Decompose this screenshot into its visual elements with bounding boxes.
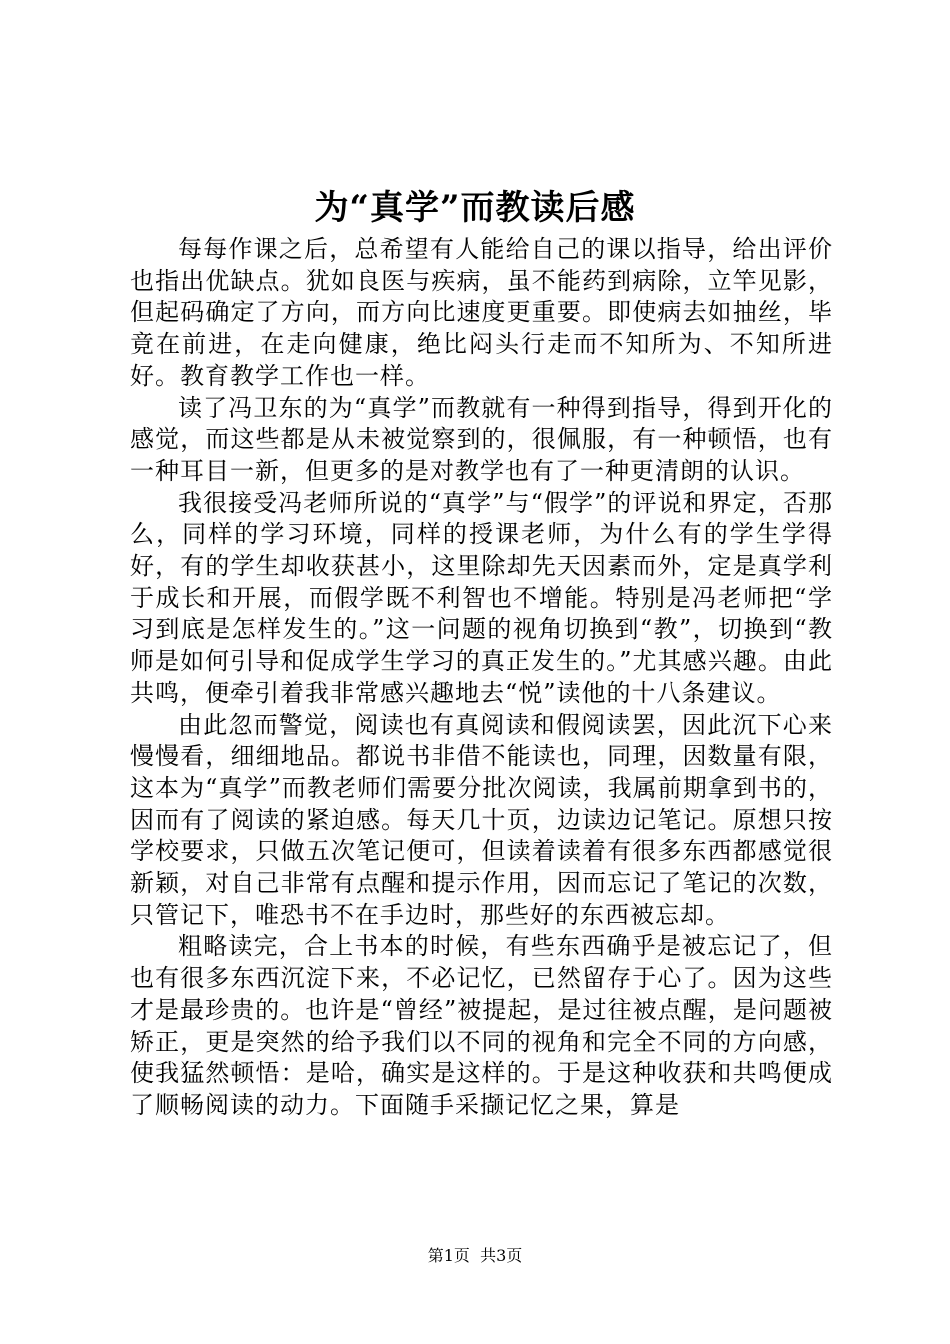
document-body bbox=[130, 234, 833, 1122]
paragraph-1: 每每作课之后，总希望有人能给自己的课以指导，给出评价也指出优缺点。犹如良医与疾病，虽不能药到病除，立竿见影，但起码确定了方向，而方向比速度更重要。即使病去如抽丝，毕竟在前进，在走向健康，绝比闷头行走而不知所为、不知所进好。教育教学工作也一样。 bbox=[130, 235, 833, 390]
paragraph-2: 读了冯卫东的为“真学”而教就有一种得到指导，得到开化的感觉，而这些都是从未被觉察到的，很佩服，有一种顿悟，也有一种耳目一新，但更多的是对教学也有了一种更清朗的认识。 bbox=[130, 393, 833, 485]
paragraph-3: 我很接受冯老师所说的“真学”与“假学”的评说和界定，否那么，同样的学习环境，同样的授课老师，为什么有的学生学得好，有的学生却收获甚小，这里除却先天因素而外，定是真学利于成长和开展，而假学既不利智也不增能。特别是冯老师把“学习到底是怎样发生的。”这一问题的视角切换到“教”，切换到“教师是如何引导和促成学生学习的真正发生的。”尤其感兴趣。由此共鸣，便牵引着我非常感兴趣地去“悦”读他的十八条建议。 bbox=[130, 488, 833, 707]
page-title: 为“真学”而教读后感 bbox=[314, 188, 636, 228]
paragraph-4: 由此忽而警觉，阅读也有真阅读和假阅读罢，因此沉下心来慢慢看，细细地品。都说书非借不能读也，同理，因数量有限，这本为“真学”而教老师们需要分批次阅读，我属前期拿到书的，因而有了阅读的紧迫感。每天几十页，边读边记笔记。原想只按学校要求，只做五次笔记便可，但读着读着有很多东西都感觉很新颖，对自己非常有点醒和提示作用，因而忘记了笔记的次数，只管记下，唯恐书不在手边时，那些好的东西被忘却。 bbox=[130, 710, 833, 929]
page-number-total: 共3页 bbox=[480, 1246, 523, 1265]
paragraph-5: 粗略读完，合上书本的时候，有些东西确乎是被忘记了，但也有很多东西沉淀下来，不必记忆，已然留存于心了。因为这些才是最珍贵的。也许是“曾经”被提起，是过往被点醒，是问题被矫正，更是突然的给予我们以不同的视角和完全不同的方向感，使我猛然顿悟：是哈，确实是这样的。于是这种收获和共鸣便成了顺畅阅读的动力。下面随手采撷记忆之果，算是 bbox=[130, 932, 833, 1119]
page-footer bbox=[0, 1246, 950, 1266]
page-number-current: 第1页 bbox=[427, 1246, 470, 1265]
